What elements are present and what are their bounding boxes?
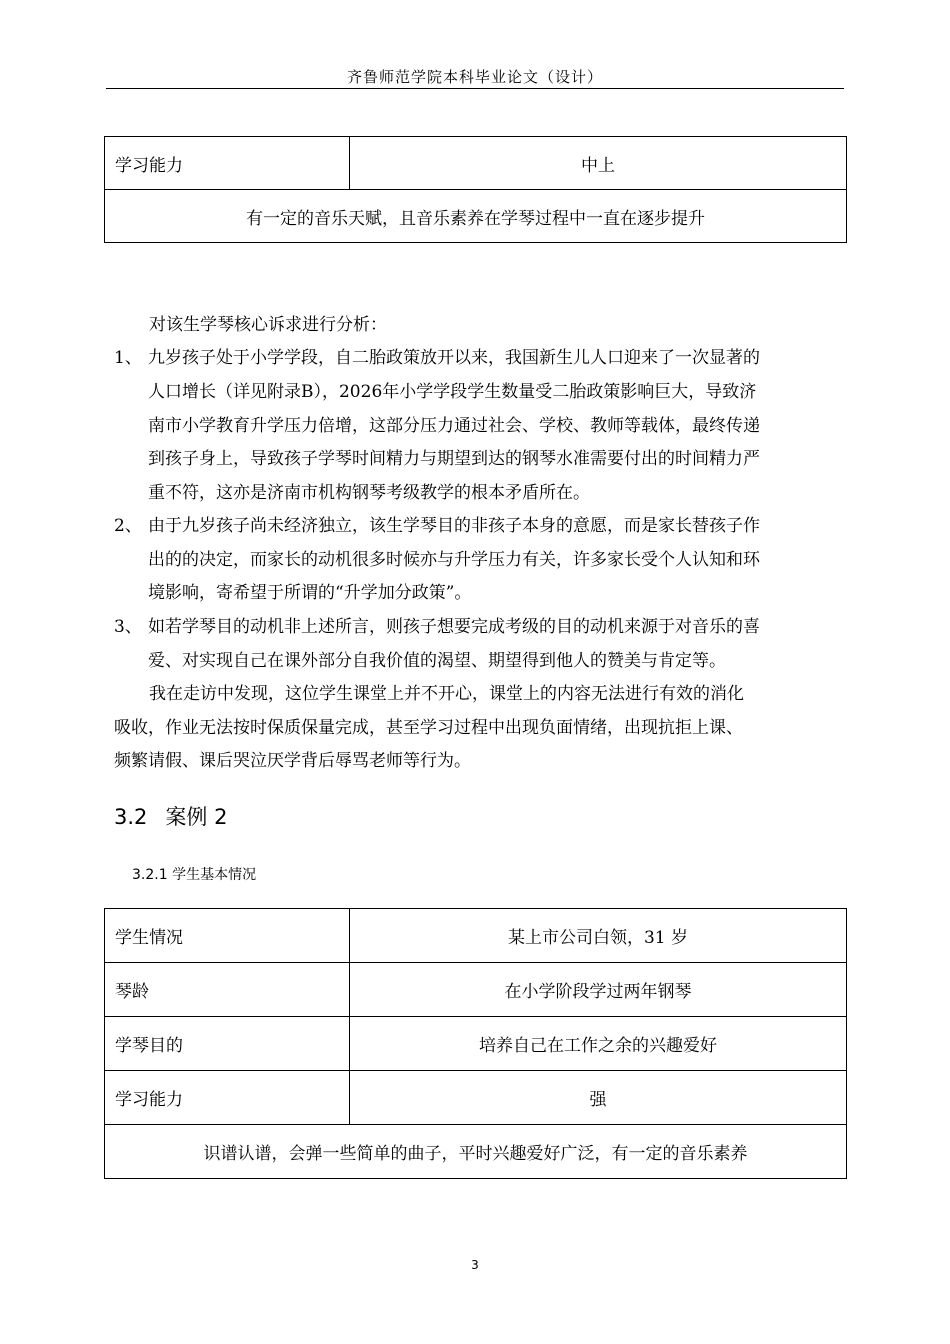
paragraph-line: 吸收，作业无法按时保质保量完成，甚至学习过程中出现负面情绪，出现抗拒上课、 bbox=[114, 718, 743, 738]
table-row bbox=[105, 1125, 847, 1179]
list-item-line: 重不符，这亦是济南市机构钢琴考级教学的根本矛盾所在。 bbox=[148, 483, 590, 503]
table-row bbox=[105, 137, 847, 190]
table-cell-label: 学琴目的 bbox=[105, 1017, 350, 1071]
section-heading bbox=[114, 801, 227, 831]
table-cell-label: 学习能力 bbox=[105, 1071, 350, 1125]
list-item-line: 由于九岁孩子尚未经济独立，该生学琴目的非孩子本身的意愿，而是家长替孩子作 bbox=[148, 516, 760, 536]
paragraph-line: 频繁请假、课后哭泣厌学背后辱骂老师等行为。 bbox=[114, 751, 471, 771]
table-row bbox=[105, 1071, 847, 1125]
list-item-line: 到孩子身上，导致孩子学琴时间精力与期望到达的钢琴水准需要付出的时间精力严 bbox=[148, 449, 760, 469]
list-item-line: 爱、对实现自己在课外部分自我价值的渴望、期望得到他人的赞美与肯定等。 bbox=[148, 651, 726, 671]
table-cell-value: 培养自己在工作之余的兴趣爱好 bbox=[350, 1017, 847, 1071]
table-cell-label: 学生情况 bbox=[105, 909, 350, 963]
student-info-table bbox=[104, 908, 847, 1179]
table-cell-value: 在小学阶段学过两年钢琴 bbox=[350, 963, 847, 1017]
table-cell-label: 学习能力 bbox=[105, 137, 350, 190]
page-number: 3 bbox=[471, 1258, 479, 1272]
table-cell-summary: 识谱认谱，会弹一些简单的曲子，平时兴趣爱好广泛，有一定的音乐素养 bbox=[105, 1125, 847, 1179]
table-cell-value: 中上 bbox=[350, 137, 847, 190]
table-cell-value: 某上市公司白领，31 岁 bbox=[350, 909, 847, 963]
list-item-line: 南市小学教育升学压力倍增，这部分压力通过社会、学校、教师等载体，最终传递 bbox=[148, 416, 760, 436]
table-row bbox=[105, 963, 847, 1017]
table-row bbox=[105, 190, 847, 243]
table-row bbox=[105, 909, 847, 963]
section-number: 3.2 bbox=[114, 805, 148, 829]
table-row bbox=[105, 1017, 847, 1071]
list-item-line: 人口增长（详见附录B），2026年小学学段学生数量受二胎政策影响巨大，导致济 bbox=[148, 382, 757, 402]
header-rule bbox=[106, 88, 844, 89]
student-ability-table bbox=[104, 136, 847, 243]
table-cell-label: 琴龄 bbox=[105, 963, 350, 1017]
list-item-number: 1、 bbox=[114, 348, 142, 368]
table-cell-value: 强 bbox=[350, 1071, 847, 1125]
list-item-line: 九岁孩子处于小学学段，自二胎政策放开以来，我国新生儿人口迎来了一次显著的 bbox=[148, 348, 760, 368]
paragraph-line: 我在走访中发现，这位学生课堂上并不开心，课堂上的内容无法进行有效的消化 bbox=[149, 684, 744, 704]
table-cell-summary: 有一定的音乐天赋，且音乐素养在学琴过程中一直在逐步提升 bbox=[105, 190, 847, 243]
analysis-intro: 对该生学琴核心诉求进行分析： bbox=[149, 315, 387, 335]
list-item-number: 3、 bbox=[114, 617, 142, 637]
list-item-line: 出的的决定，而家长的动机很多时候亦与升学压力有关，许多家长受个人认知和环 bbox=[148, 550, 760, 570]
list-item-number: 2、 bbox=[114, 516, 142, 536]
subsection-heading: 3.2.1 学生基本情况 bbox=[132, 867, 257, 883]
list-item-line: 境影响，寄希望于所谓的“升学加分政策”。 bbox=[148, 583, 472, 603]
page-header-title: 齐鲁师范学院本科毕业论文（设计） bbox=[346, 68, 603, 86]
list-item-line: 如若学琴目的动机非上述所言，则孩子想要完成考级的目的动机来源于对音乐的喜 bbox=[148, 617, 760, 637]
section-title: 案例 2 bbox=[165, 805, 228, 829]
